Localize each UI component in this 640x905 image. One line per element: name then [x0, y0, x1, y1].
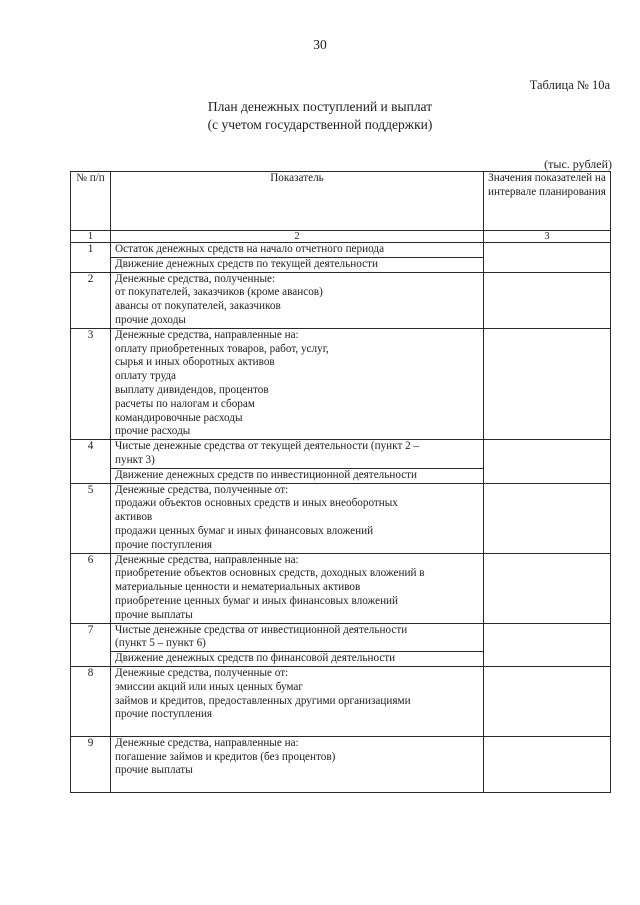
value-cell: [484, 623, 611, 666]
indicator-line: от покупателей, заказчиков (кроме авансов): [115, 286, 323, 299]
column-number-row: [71, 231, 611, 243]
section-heading: Движение денежных средств по текущей деятельности: [111, 257, 483, 272]
indicator-line: [115, 722, 479, 736]
indicator-line: займов и кредитов, предоставленных другими организациями: [115, 694, 411, 707]
cash-flow-plan-table: [70, 171, 611, 793]
indicator-line: материальные ценности и нематериальных активов: [115, 581, 361, 594]
indicator-line: командировочные расходы: [115, 411, 243, 424]
indicator-line: активов: [115, 511, 153, 524]
indicator-cell: [111, 736, 484, 792]
table-row: [71, 623, 611, 666]
indicator-line: прочие поступления: [115, 538, 213, 551]
column-number: 2: [111, 231, 484, 243]
value-cell: [484, 328, 611, 439]
indicator-line: авансы от покупателей, заказчиков: [115, 300, 281, 313]
value-cell: [484, 483, 611, 553]
indicator-line: выплату дивидендов, процентов: [115, 383, 269, 396]
value-cell: [484, 553, 611, 623]
indicator-line: приобретение ценных бумаг и иных финансовых вложений: [115, 594, 399, 607]
indicator-cell: [111, 440, 484, 483]
indicator-line: оплату труда: [115, 370, 176, 383]
indicator-line: прочие выплаты: [115, 764, 193, 777]
table-row: [71, 736, 611, 792]
indicator-line: пункт 3): [115, 453, 155, 466]
indicator-line: Денежные средства, полученные:: [115, 272, 276, 285]
table-header-row: [71, 172, 611, 231]
header-indicator: Показатель: [111, 172, 484, 231]
row-number: 2: [71, 272, 111, 328]
indicator-line: Чистые денежные средства от текущей деятельности (пункт 2 –: [115, 440, 420, 453]
indicator-line: прочие доходы: [115, 313, 186, 326]
value-cell: [484, 440, 611, 483]
header-number: № п/п: [71, 172, 111, 231]
table-row: [71, 483, 611, 553]
value-cell: [484, 666, 611, 736]
value-cell: [484, 736, 611, 792]
row-number: 1: [71, 243, 111, 273]
document-subtitle: (с учетом государственной поддержки): [207, 117, 433, 132]
indicator-line: Денежные средства, полученные от:: [115, 666, 289, 679]
column-number: 1: [71, 231, 111, 243]
value-cell: [484, 272, 611, 328]
indicator-line: Чистые денежные средства от инвестиционной деятельности: [115, 623, 408, 636]
row-number: 3: [71, 328, 111, 439]
document-title: План денежных поступлений и выплат: [207, 99, 433, 114]
indicator-cell: [111, 272, 484, 328]
indicator-line: (пункт 5 – пункт 6): [115, 637, 206, 650]
header-value: Значения показателей на интервале планирования: [484, 172, 611, 231]
indicator-line: Денежные средства, направленные на:: [115, 553, 299, 566]
indicator-cell: [111, 328, 484, 439]
row-number: 7: [71, 623, 111, 666]
indicator-line: Остаток денежных средств на начало отчетного периода: [115, 243, 385, 255]
table-label: Таблица № 10а: [529, 78, 610, 92]
indicator-line: [115, 778, 479, 792]
indicator-line: Денежные средства, направленные на:: [115, 328, 299, 341]
indicator-line: продажи объектов основных средств и иных внеоборотных: [115, 497, 398, 510]
table-row: [71, 243, 611, 273]
value-cell: [484, 243, 611, 273]
row-number: 5: [71, 483, 111, 553]
indicator-line: продажи ценных бумаг и иных финансовых вложений: [115, 524, 374, 537]
indicator-line: Денежные средства, полученные от:: [115, 483, 289, 496]
indicator-cell: [111, 623, 484, 666]
table-row: [71, 666, 611, 736]
section-heading: Движение денежных средств по финансовой деятельности: [111, 651, 483, 666]
table-row: [71, 440, 611, 483]
indicator-line: Денежные средства, направленные на:: [115, 736, 299, 749]
indicator-line: погашение займов и кредитов (без процентов): [115, 750, 336, 763]
section-heading: Движение денежных средств по инвестиционной деятельности: [111, 468, 483, 483]
indicator-cell: [111, 553, 484, 623]
page-number: 30: [313, 37, 327, 52]
indicator-line: сырья и иных оборотных активов: [115, 356, 275, 369]
indicator-line: прочие выплаты: [115, 608, 193, 621]
indicator-line: расчеты по налогам и сборам: [115, 397, 255, 410]
table-row: [71, 553, 611, 623]
table-body: [71, 243, 611, 793]
row-number: 8: [71, 666, 111, 736]
indicator-line: приобретение объектов основных средств, доходных вложений в: [115, 567, 425, 580]
indicator-cell: [111, 483, 484, 553]
indicator-line: прочие поступления: [115, 708, 213, 721]
table-row: [71, 328, 611, 439]
table-row: [71, 272, 611, 328]
indicator-cell: [111, 243, 484, 273]
indicator-line: оплату приобретенных товаров, работ, услуг,: [115, 342, 329, 355]
indicator-cell: [111, 666, 484, 736]
indicator-line: прочие расходы: [115, 425, 191, 438]
row-number: 4: [71, 440, 111, 483]
units-label: (тыс. рублей): [544, 157, 612, 171]
row-number: 9: [71, 736, 111, 792]
indicator-line: эмиссии акций или иных ценных бумаг: [115, 680, 303, 693]
column-number: 3: [484, 231, 611, 243]
row-number: 6: [71, 553, 111, 623]
